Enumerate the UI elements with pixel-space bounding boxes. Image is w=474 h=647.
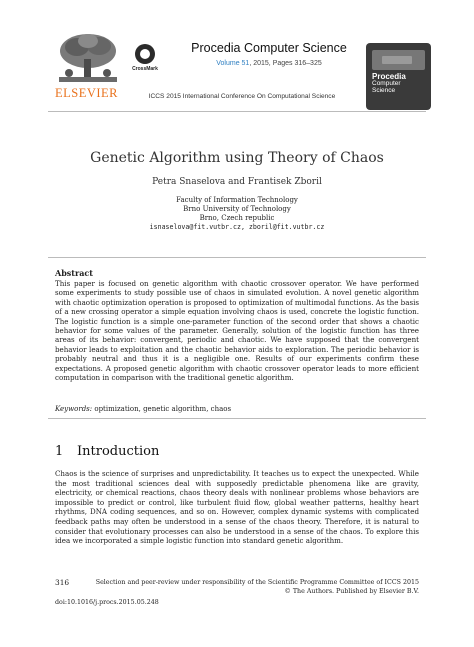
abstract-top-divider [48, 257, 426, 258]
section-body-text: Chaos is the science of surprises and unpredictability. It teaches us to expect the unexpected. While the most traditional sciences deal with supposedly predictable phenomena like are gravity, electricity, or chemical reactions, chaos theory deals with nonlinear problems whose behaviors are impossible to predict or control, like turbulent fluid flow, global weather patterns, healthy heart rhythms, DNA coding sequences, and so on. However, complex dynamic systems with complicated feedback paths may often be understood in a sense of the chaos theory. Therefore, it is natural to consider that evolutionary processes can also be understood in a sense of the chaos. To explore this idea we incorporated a simple logistic function into standard genetic algorithm. [55, 469, 419, 546]
section-title: Introduction [77, 444, 160, 459]
conference-line: ICCS 2015 International Conference On Computational Science [148, 93, 336, 100]
keywords-line [55, 405, 419, 413]
volume-link[interactable]: Volume 51 [216, 60, 250, 67]
elsevier-tree-icon [55, 31, 121, 85]
cover-title [372, 73, 428, 95]
paper-authors: Petra Snaselova and Frantisek Zboril [152, 177, 322, 187]
affiliation-line-3: Brno, Czech republic [199, 214, 275, 222]
crossmark-icon [135, 44, 155, 64]
paper-title: Genetic Algorithm using Theory of Chaos [90, 150, 384, 166]
doi-link[interactable]: doi:10.1016/j.procs.2015.05.248 [55, 599, 159, 606]
abstract-heading: Abstract [55, 268, 93, 278]
footer-copyright-line: © The Authors. Published by Elsevier B.V. [284, 588, 419, 595]
crossmark-label: CrossMark [132, 66, 158, 72]
cover-graphic [372, 50, 425, 70]
section-number: 1 [55, 444, 64, 459]
elsevier-wordmark: ELSEVIER [54, 86, 119, 100]
journal-volume [169, 60, 369, 67]
footer-selection-line: Selection and peer-review under responsibility of the Scientific Programme Committee of ICCS 2015 [95, 579, 419, 586]
keywords-list: optimization, genetic algorithm, chaos [94, 405, 232, 413]
abstract-text: This paper is focused on genetic algorithm with chaotic crossover operator. We have performed some experiments to study possible use of chaos in simulated evolution. A novel genetic algorithm with chaotic optimization operation is proposed to optimization of multimodal functions. As the basis of a new crossing operator a simple equation involving chaos is used, concrete the logistic function. The logistic function is a simple one-parameter function of the second order that shows a chaotic behavior for some values of the parameter. Generally, solution of the logistic function has three areas of its behavior: convergent, periodic and chaotic. We have supposed that the convergent behavior leads to exploitation and the chaotic behavior aids to exploration. The periodic behavior is probably neutral and thus it is a negligible one. Results of our experiments confirm these expectations. A proposed genetic algorithm with chaotic crossover operator leads to more efficient computation in comparison with the traditional genetic algorithm. [55, 279, 419, 383]
abstract-bottom-divider [48, 418, 426, 419]
cover-line-3: Science [372, 87, 396, 95]
cover-line-2: Computer [372, 80, 401, 88]
cover-line-1: Procedia [372, 72, 406, 81]
journal-title: Procedia Computer Science [191, 41, 347, 55]
affiliation-line-1: Faculty of Information Technology [176, 196, 298, 204]
section-heading [55, 444, 159, 459]
keywords-label: Keywords: [55, 405, 93, 413]
author-emails[interactable]: isnaselova@fit.vutbr.cz, zboril@fit.vutbr.cz [149, 223, 325, 231]
header-divider [48, 111, 426, 112]
footer-responsibility [88, 578, 419, 596]
crossmark-badge[interactable] [130, 44, 160, 78]
elsevier-logo [49, 31, 124, 99]
journal-cover [366, 43, 431, 110]
affiliation-line-2: Brno University of Technology [183, 205, 291, 213]
page-number: 316 [55, 578, 70, 587]
volume-pages: , 2015, Pages 316–325 [249, 60, 322, 67]
